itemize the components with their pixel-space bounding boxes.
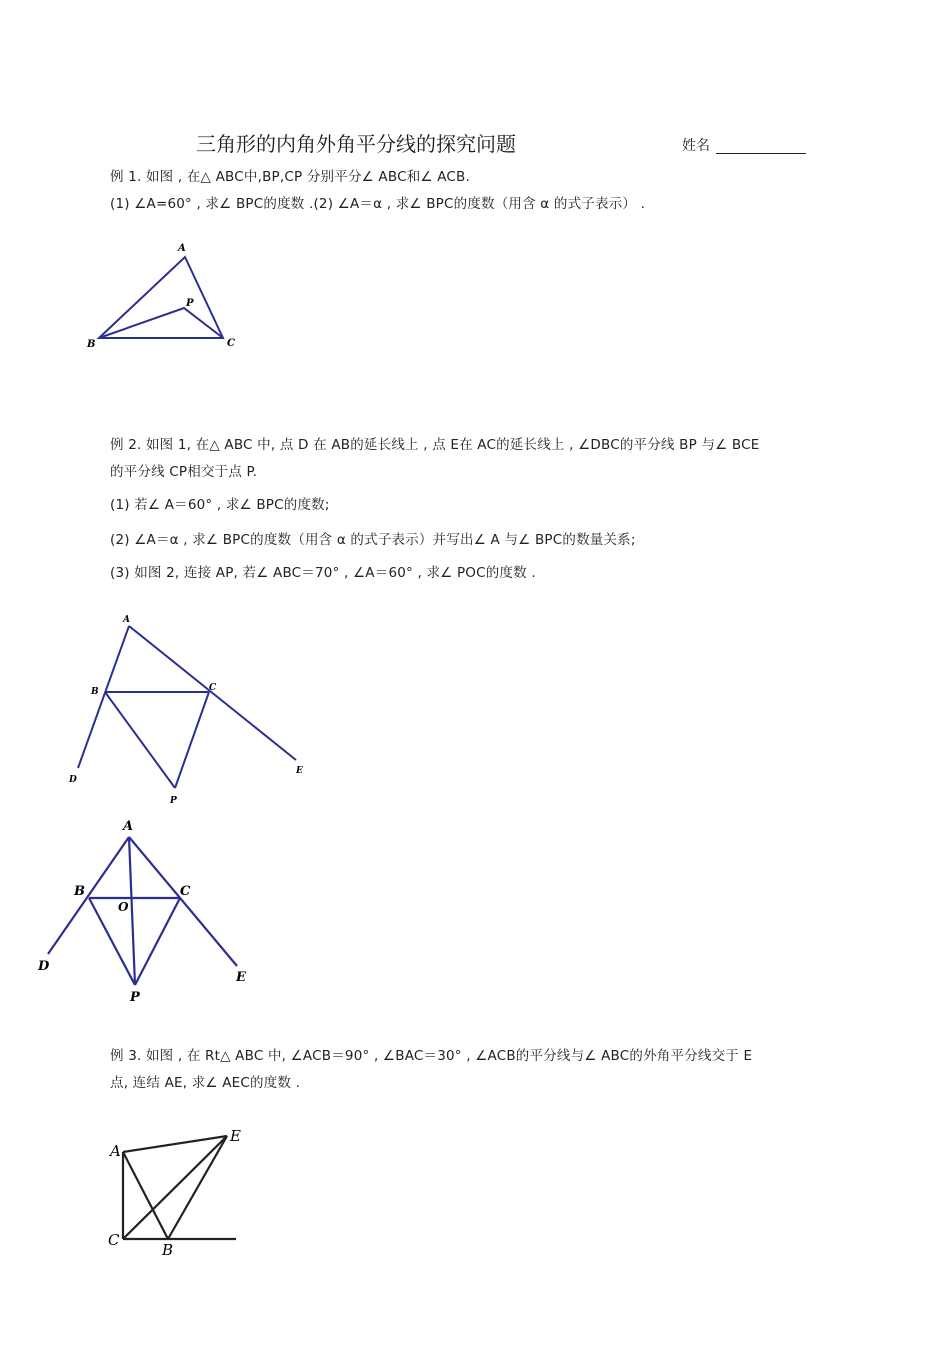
label-a: A xyxy=(123,819,134,834)
label-o: O xyxy=(118,900,129,914)
label-e: E xyxy=(230,1127,241,1145)
label-e: E xyxy=(236,970,246,985)
example2-line2: 的平分线 CP相交于点 P. xyxy=(110,464,258,480)
label-e: E xyxy=(296,766,303,776)
line-a-e xyxy=(123,1136,227,1152)
label-a: A xyxy=(110,1142,121,1160)
example1-line2: (1) ∠A=60° , 求∠ BPC的度数 .(2) ∠A＝α , 求∠ BPC的度数（用含 α 的式子表示） . xyxy=(110,196,646,212)
label-d: D xyxy=(38,959,50,974)
example1-line1: 例 1. 如图 , 在△ ABC中,BP,CP 分别平分∠ ABC和∠ ACB. xyxy=(110,169,470,185)
line-a-d xyxy=(78,626,129,768)
name-label: 姓名 xyxy=(682,138,710,154)
line-c-e xyxy=(123,1136,227,1239)
line-a-e xyxy=(129,837,237,966)
label-c: C xyxy=(108,1231,120,1249)
triangle-abc xyxy=(99,257,223,338)
label-p: P xyxy=(130,990,140,1005)
label-b: B xyxy=(91,687,99,697)
label-c: C xyxy=(180,884,191,899)
line-b-e xyxy=(168,1136,227,1239)
label-b: B xyxy=(74,884,85,899)
example2-figure2 xyxy=(34,816,264,1016)
example2-line3: (1) 若∠ A＝60° , 求∠ BPC的度数; xyxy=(110,497,330,513)
example3-line1: 例 3. 如图 , 在 Rt△ ABC 中, ∠ACB＝90° , ∠BAC＝30° , ∠ACB的平分线与∠ ABC的外角平分线交于 E xyxy=(110,1048,753,1064)
label-b: B xyxy=(87,339,96,350)
example1-figure xyxy=(82,238,252,358)
line-a-b xyxy=(123,1152,168,1239)
example3-figure xyxy=(104,1122,264,1262)
example2-line1: 例 2. 如图 1, 在△ ABC 中, 点 D 在 AB的延长线上 , 点 E在 AC的延长线上 , ∠DBC的平分线 BP 与∠ BCE xyxy=(110,437,760,453)
line-c-p xyxy=(135,898,180,985)
label-c: C xyxy=(209,683,217,693)
line-a-p xyxy=(129,837,135,985)
label-p: P xyxy=(170,796,177,806)
label-p: P xyxy=(186,298,194,309)
line-a-d xyxy=(48,837,129,954)
label-a: A xyxy=(178,243,186,254)
example2-figure1 xyxy=(64,610,324,810)
label-a: A xyxy=(123,615,130,625)
example3-line2: 点, 连结 AE, 求∠ AEC的度数 . xyxy=(110,1075,301,1091)
bisector-lines-bp-cp xyxy=(99,308,223,338)
label-b: B xyxy=(162,1241,174,1259)
label-c: C xyxy=(227,338,235,349)
label-d: D xyxy=(69,775,77,785)
line-c-p xyxy=(175,692,209,788)
example2-line4: (2) ∠A＝α , 求∠ BPC的度数（用含 α 的式子表示）并写出∠ A 与∠ BPC的数量关系; xyxy=(110,532,636,548)
line-b-p xyxy=(105,692,175,788)
example2-line5: (3) 如图 2, 连接 AP, 若∠ ABC＝70° , ∠A＝60° , 求∠ POC的度数 . xyxy=(110,565,536,581)
page-title: 三角形的内角外角平分线的探究问题 xyxy=(196,132,516,156)
name-field[interactable] xyxy=(716,137,806,154)
